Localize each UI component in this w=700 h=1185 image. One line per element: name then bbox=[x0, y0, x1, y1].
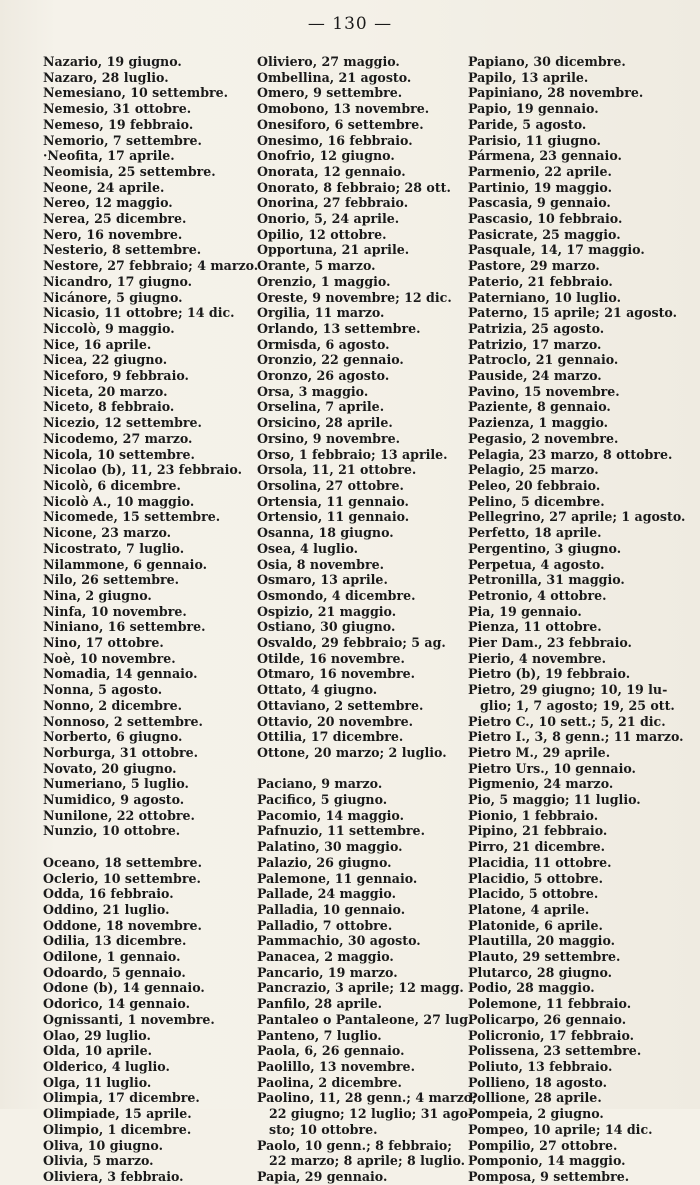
calendar-entry: Patroclo, 21 gennaio. bbox=[468, 352, 619, 368]
calendar-entry: Norberto, 6 giugno. bbox=[43, 729, 183, 745]
calendar-entry: Oronzio, 22 gennaio. bbox=[257, 352, 404, 368]
calendar-entry: Pantaleo o Pantaleone, 27 lug. bbox=[257, 1011, 473, 1027]
calendar-entry: Nonna, 5 agosto. bbox=[43, 682, 163, 698]
calendar-entry: Olimpio, 1 dicembre. bbox=[43, 1121, 192, 1137]
calendar-entry: Petronilla, 31 maggio. bbox=[468, 572, 625, 588]
calendar-entry: Peleo, 20 febbraio. bbox=[468, 477, 601, 493]
calendar-entry: sto; 10 ottobre. bbox=[269, 1121, 378, 1137]
calendar-entry: Palladia, 10 gennaio. bbox=[257, 901, 406, 917]
calendar-entry: Odorico, 14 gennaio. bbox=[43, 996, 190, 1012]
calendar-entry: Opportuna, 21 aprile. bbox=[257, 242, 410, 258]
calendar-entry: Orlando, 13 settembre. bbox=[257, 320, 421, 336]
calendar-entry: Orante, 5 marzo. bbox=[257, 258, 376, 274]
calendar-entry: Ottilia, 17 dicembre. bbox=[257, 729, 404, 745]
calendar-entry: Perfetto, 18 aprile. bbox=[468, 525, 602, 541]
calendar-entry: Pelagio, 25 marzo. bbox=[468, 462, 599, 478]
calendar-entry: Osea, 4 luglio. bbox=[257, 540, 359, 556]
calendar-entry: Panfilo, 28 aprile. bbox=[257, 996, 383, 1012]
calendar-entry: Numidico, 9 agosto. bbox=[43, 792, 185, 808]
calendar-entry: Paciano, 9 marzo. bbox=[257, 776, 383, 792]
calendar-entry: Pármena, 23 gennaio. bbox=[468, 148, 622, 164]
calendar-entry: Nazaro, 28 luglio. bbox=[43, 69, 169, 85]
calendar-entry: Nerea, 25 dicembre. bbox=[43, 211, 187, 227]
calendar-entry: Orgilia, 11 marzo. bbox=[257, 305, 385, 321]
calendar-entry: Odone (b), 14 gennaio. bbox=[43, 980, 205, 996]
calendar-entry: Pegasio, 2 novembre. bbox=[468, 430, 619, 446]
calendar-entry: Odda, 16 febbraio. bbox=[43, 886, 174, 902]
calendar-entry: Petronio, 4 ottobre. bbox=[468, 587, 607, 603]
calendar-entry: Ottone, 20 marzo; 2 luglio. bbox=[257, 744, 447, 760]
calendar-entry: Paterno, 15 aprile; 21 agosto. bbox=[468, 305, 677, 321]
calendar-entry: Orenzio, 1 maggio. bbox=[257, 273, 391, 289]
calendar-entry: Onorato, 8 febbraio; 28 ott. bbox=[257, 179, 451, 195]
calendar-entry: Pellegrino, 27 aprile; 1 agosto. bbox=[468, 509, 686, 525]
calendar-entry: Oclerio, 10 settembre. bbox=[43, 870, 201, 886]
calendar-entry: Niniano, 16 settembre. bbox=[43, 619, 206, 635]
calendar-entry: Ottavio, 20 novembre. bbox=[257, 713, 413, 729]
calendar-entry: Ninfa, 10 novembre. bbox=[43, 603, 187, 619]
calendar-entry: Pelino, 5 dicembre. bbox=[468, 493, 605, 509]
calendar-entry: Pietro C., 10 sett.; 5, 21 dic. bbox=[468, 713, 666, 729]
calendar-entry: Palladio, 7 ottobre. bbox=[257, 917, 393, 933]
calendar-entry: Onorio, 5, 24 aprile. bbox=[257, 211, 400, 227]
calendar-entry: Perpetua, 4 agosto. bbox=[468, 556, 605, 572]
calendar-entry: Paolina, 2 dicembre. bbox=[257, 1074, 402, 1090]
calendar-entry: Ostiano, 30 giugno. bbox=[257, 619, 396, 635]
calendar-entry: Pienza, 11 ottobre. bbox=[468, 619, 602, 635]
calendar-entry: Nestore, 27 febbraio; 4 marzo. bbox=[43, 258, 259, 274]
calendar-entry: Palazio, 26 giugno. bbox=[257, 854, 392, 870]
calendar-entry: Nomadia, 14 gennaio. bbox=[43, 666, 198, 682]
calendar-entry: Ottato, 4 giugno. bbox=[257, 682, 378, 698]
calendar-entry: Palatino, 30 maggio. bbox=[257, 839, 403, 855]
calendar-entry: Papia, 29 gennaio. bbox=[257, 1168, 388, 1184]
calendar-entry: Plauto, 29 settembre. bbox=[468, 949, 621, 965]
calendar-entry: Paziente, 8 gennaio. bbox=[468, 399, 611, 415]
calendar-entry: Niceforo, 9 febbraio. bbox=[43, 368, 189, 384]
calendar-entry: Olderico, 4 luglio. bbox=[43, 1058, 170, 1074]
calendar-entry: Numeriano, 5 luglio. bbox=[43, 776, 189, 792]
calendar-entry: Paterio, 21 febbraio. bbox=[468, 273, 613, 289]
calendar-entry: Nemesiano, 10 settembre. bbox=[43, 85, 229, 101]
calendar-entry: Pacifico, 5 giugno. bbox=[257, 792, 388, 808]
calendar-entry: ·Neofita, 17 aprile. bbox=[43, 148, 175, 164]
calendar-entry: Pallade, 24 maggio. bbox=[257, 886, 396, 902]
calendar-entry: Olimpiade, 15 aprile. bbox=[43, 1106, 192, 1122]
calendar-entry: Ombellina, 21 agosto. bbox=[257, 69, 412, 85]
calendar-entry: Omobono, 13 novembre. bbox=[257, 101, 430, 117]
calendar-entry: Pionio, 1 febbraio. bbox=[468, 807, 599, 823]
calendar-entry: Poliuto, 13 febbraio. bbox=[468, 1059, 613, 1074]
calendar-entry: Pacomio, 14 maggio. bbox=[257, 807, 404, 823]
calendar-entry: Osvaldo, 29 febbraio; 5 ag. bbox=[257, 635, 446, 651]
calendar-entry: Niceto, 8 febbraio. bbox=[43, 399, 175, 415]
calendar-entry: Pirro, 21 dicembre. bbox=[468, 839, 606, 855]
calendar-entry: Ortensio, 11 gennaio. bbox=[257, 509, 410, 525]
calendar-entry: Palemone, 11 gennaio. bbox=[257, 870, 418, 886]
calendar-entry: Olao, 29 luglio. bbox=[43, 1027, 151, 1043]
calendar-entry: Paolino, 11, 28 genn.; 4 marzo; bbox=[257, 1090, 477, 1106]
calendar-entry: Otmaro, 16 novembre. bbox=[257, 666, 416, 682]
calendar-entry: Niccolò, 9 maggio. bbox=[43, 320, 175, 336]
calendar-entry: Pauside, 24 marzo. bbox=[468, 368, 602, 384]
calendar-entry: Nonnoso, 2 settembre. bbox=[43, 713, 203, 729]
calendar-entry: Pompeia, 2 giugno. bbox=[468, 1106, 604, 1122]
calendar-entry: Papiano, 30 dicembre. bbox=[468, 54, 626, 69]
calendar-entry: Pietro Urs., 10 gennaio. bbox=[468, 760, 636, 776]
calendar-entry: Oreste, 9 novembre; 12 dic. bbox=[257, 289, 452, 305]
calendar-entry: Nicea, 22 giugno. bbox=[43, 352, 168, 368]
calendar-entry: Onesiforo, 6 settembre. bbox=[257, 116, 424, 132]
calendar-entry: Papio, 19 gennaio. bbox=[468, 101, 599, 117]
calendar-entry: Nazario, 19 giugno. bbox=[43, 54, 182, 69]
calendar-entry: Nicola, 10 settembre. bbox=[43, 446, 195, 462]
calendar-entry: Pipino, 21 febbraio. bbox=[468, 823, 608, 839]
calendar-entry: Pancrazio, 3 aprile; 12 magg. bbox=[257, 980, 464, 996]
calendar-entry: Pasquale, 14, 17 maggio. bbox=[468, 242, 645, 258]
calendar-entry: Orsolina, 27 ottobre. bbox=[257, 477, 404, 493]
calendar-entry: Nicomede, 15 settembre. bbox=[43, 509, 221, 525]
calendar-entry: Nicostrato, 7 luglio. bbox=[43, 540, 185, 556]
calendar-entry: Paterniano, 10 luglio. bbox=[468, 289, 621, 305]
calendar-entry: Onorina, 27 febbraio. bbox=[257, 195, 409, 211]
calendar-entry: Olimpia, 17 dicembre. bbox=[43, 1090, 200, 1106]
calendar-entry: Orsa, 3 maggio. bbox=[257, 383, 369, 399]
calendar-entry: Platone, 4 aprile. bbox=[468, 901, 590, 917]
calendar-entry: Osia, 8 novembre. bbox=[257, 556, 384, 572]
calendar-entry: Ottaviano, 2 settembre. bbox=[257, 697, 424, 713]
calendar-entry: Otilde, 16 novembre. bbox=[257, 650, 405, 666]
calendar-entry: Pietro, 29 giugno; 10, 19 lu- bbox=[468, 682, 668, 698]
calendar-entry: Osmaro, 13 aprile. bbox=[257, 572, 388, 588]
calendar-entry: Orselina, 7 aprile. bbox=[257, 399, 385, 415]
calendar-entry: Policarpo, 26 gennaio. bbox=[468, 1011, 627, 1027]
calendar-entry: Odilia, 13 dicembre. bbox=[43, 933, 187, 949]
calendar-entry: Pazienza, 1 maggio. bbox=[468, 415, 609, 431]
calendar-entry: Papiniano, 28 novembre. bbox=[468, 85, 644, 101]
calendar-entry: Nicandro, 17 giugno. bbox=[43, 273, 193, 289]
calendar-entry: Pio, 5 maggio; 11 luglio. bbox=[468, 792, 641, 808]
calendar-entry: Placidia, 11 ottobre. bbox=[468, 854, 612, 870]
calendar-entry: Paolo, 10 genn.; 8 febbraio; bbox=[257, 1137, 452, 1153]
calendar-entry: Nicodemo, 27 marzo. bbox=[43, 430, 193, 446]
calendar-entry: Policronio, 17 febbraio. bbox=[468, 1027, 635, 1043]
calendar-entry: Placidio, 5 ottobre. bbox=[468, 870, 604, 886]
calendar-entry: Ortensia, 11 gennaio. bbox=[257, 493, 409, 509]
calendar-entry: Nunilone, 22 ottobre. bbox=[43, 807, 195, 823]
section-gap bbox=[43, 839, 248, 855]
calendar-entry: Novato, 20 giugno. bbox=[43, 760, 177, 776]
calendar-entry: 22 marzo; 8 aprile; 8 luglio. bbox=[269, 1153, 466, 1169]
calendar-entry: Patrizio, 17 marzo. bbox=[468, 336, 602, 352]
column-right bbox=[468, 54, 698, 1185]
calendar-entry: Onorata, 12 gennaio. bbox=[257, 163, 406, 179]
calendar-entry: Nicánore, 5 giugno. bbox=[43, 289, 183, 305]
calendar-entry: Nesterio, 8 settembre. bbox=[43, 242, 202, 258]
calendar-entry: Neone, 24 aprile. bbox=[43, 179, 165, 195]
calendar-entry: Plutarco, 28 giugno. bbox=[468, 964, 613, 980]
calendar-entry: Olivia, 5 marzo. bbox=[43, 1153, 154, 1169]
calendar-entry: Pafnuzio, 11 settembre. bbox=[257, 823, 425, 839]
calendar-entry: Nino, 17 ottobre. bbox=[43, 635, 164, 651]
calendar-entry: Nilo, 26 settembre. bbox=[43, 572, 180, 588]
calendar-entry: Paola, 6, 26 gennaio. bbox=[257, 1043, 405, 1059]
calendar-entry: Olda, 10 aprile. bbox=[43, 1043, 152, 1059]
calendar-entry: Pergentino, 3 giugno. bbox=[468, 540, 622, 556]
calendar-entry: Pasicrate, 25 maggio. bbox=[468, 226, 621, 242]
calendar-entry: Oliva, 10 giugno. bbox=[43, 1137, 163, 1153]
calendar-entry: Opilio, 12 ottobre. bbox=[257, 226, 387, 242]
calendar-entry: Nicolò A., 10 maggio. bbox=[43, 493, 195, 509]
calendar-entry: Paolillo, 13 novembre. bbox=[257, 1058, 415, 1074]
calendar-entry: Odilone, 1 gennaio. bbox=[43, 949, 181, 965]
calendar-entry: Nemeso, 19 febbraio. bbox=[43, 116, 194, 132]
calendar-entry: Nina, 2 giugno. bbox=[43, 587, 152, 603]
calendar-entry: Pascasia, 9 gennaio. bbox=[468, 195, 611, 211]
calendar-entry: Nicolò, 6 dicembre. bbox=[43, 477, 181, 493]
calendar-entry: 22 giugno; 12 luglio; 31 ago- bbox=[269, 1106, 474, 1122]
calendar-entry: Orsola, 11, 21 ottobre. bbox=[257, 462, 417, 478]
calendar-entry: Plautilla, 20 maggio. bbox=[468, 933, 616, 949]
calendar-entry: Onofrio, 12 giugno. bbox=[257, 148, 395, 164]
calendar-entry: Nicezio, 12 settembre. bbox=[43, 415, 202, 431]
calendar-entry: Pia, 19 gennaio. bbox=[468, 603, 582, 619]
calendar-entry: Nilammone, 6 gennaio. bbox=[43, 556, 208, 572]
calendar-entry: Panteno, 7 luglio. bbox=[257, 1027, 382, 1043]
column-middle bbox=[257, 54, 477, 1185]
calendar-entry: Oronzo, 26 agosto. bbox=[257, 368, 390, 384]
calendar-entry: Paride, 5 agosto. bbox=[468, 116, 587, 132]
calendar-entry: Nereo, 12 maggio. bbox=[43, 195, 173, 211]
calendar-entry: Pomposa, 9 settembre. bbox=[468, 1168, 630, 1184]
calendar-entry: Nonno, 2 dicembre. bbox=[43, 697, 182, 713]
calendar-entry: Pomponio, 14 maggio. bbox=[468, 1153, 626, 1169]
calendar-entry: Platonide, 6 aprile. bbox=[468, 917, 603, 933]
calendar-entry: Nicasio, 11 ottobre; 14 dic. bbox=[43, 305, 235, 321]
calendar-entry: Pavino, 15 novembre. bbox=[468, 383, 620, 399]
page-number: — 130 — bbox=[307, 14, 393, 34]
calendar-entry: Pompilio, 27 ottobre. bbox=[468, 1137, 618, 1153]
calendar-entry: Pollione, 28 aprile. bbox=[468, 1090, 602, 1106]
calendar-entry: Omero, 9 settembre. bbox=[257, 85, 403, 101]
calendar-entry: Pompeo, 10 aprile; 14 dic. bbox=[468, 1121, 653, 1137]
calendar-entry: Pietro (b), 19 febbraio. bbox=[468, 666, 631, 682]
calendar-entry: Nice, 16 aprile. bbox=[43, 336, 152, 352]
calendar-entry: Nunzio, 10 ottobre. bbox=[43, 823, 181, 839]
calendar-entry: Nicone, 23 marzo. bbox=[43, 525, 172, 541]
calendar-entry: Patrizia, 25 agosto. bbox=[468, 320, 605, 336]
calendar-entry: Placido, 5 ottobre. bbox=[468, 886, 599, 902]
calendar-entry: Oddone, 18 novembre. bbox=[43, 917, 202, 933]
calendar-entry: Podio, 28 maggio. bbox=[468, 980, 595, 996]
calendar-entry: Pietro M., 29 aprile. bbox=[468, 744, 611, 760]
calendar-entry: Pancario, 19 marzo. bbox=[257, 964, 398, 980]
calendar-entry: Nemorio, 7 settembre. bbox=[43, 132, 202, 148]
calendar-entry: Orsicino, 28 aprile. bbox=[257, 415, 393, 431]
calendar-entry: Oliviera, 3 febbraio. bbox=[43, 1168, 184, 1184]
calendar-entry: Oliviero, 27 maggio. bbox=[257, 54, 400, 69]
calendar-entry: Panacea, 2 maggio. bbox=[257, 949, 394, 965]
calendar-entry: Pierio, 4 novembre. bbox=[468, 650, 607, 666]
calendar-entry: Nemesio, 31 ottobre. bbox=[43, 101, 192, 117]
calendar-entry: Ognissanti, 1 novembre. bbox=[43, 1011, 215, 1027]
calendar-entry: Onesimo, 16 febbraio. bbox=[257, 132, 413, 148]
calendar-entry: Pelagia, 23 marzo, 8 ottobre. bbox=[468, 446, 673, 462]
calendar-entry: Noè, 10 novembre. bbox=[43, 650, 176, 666]
calendar-entry: Nero, 16 novembre. bbox=[43, 226, 183, 242]
calendar-entry: Neomisia, 25 settembre. bbox=[43, 163, 216, 179]
calendar-entry: Pigmenio, 24 marzo. bbox=[468, 776, 614, 792]
calendar-entry: Pastore, 29 marzo. bbox=[468, 258, 600, 274]
column-left bbox=[43, 54, 259, 1185]
calendar-entry: Polissena, 23 settembre. bbox=[468, 1043, 642, 1059]
calendar-entry: Papilo, 13 aprile. bbox=[468, 69, 589, 85]
calendar-entry: Ormisda, 6 agosto. bbox=[257, 336, 390, 352]
calendar-entry: Olga, 11 luglio. bbox=[43, 1074, 152, 1090]
calendar-entry: Parmenio, 22 aprile. bbox=[468, 163, 612, 179]
calendar-entry: Partinio, 19 maggio. bbox=[468, 179, 612, 195]
calendar-entry: Oceano, 18 settembre. bbox=[43, 854, 202, 870]
calendar-entry: Parisio, 11 giugno. bbox=[468, 132, 601, 148]
calendar-entry: Orso, 1 febbraio; 13 aprile. bbox=[257, 446, 448, 462]
calendar-entry: Pascasio, 10 febbraio. bbox=[468, 211, 623, 227]
section-gap bbox=[257, 761, 472, 777]
calendar-entry: Pollieno, 18 agosto. bbox=[468, 1074, 607, 1090]
calendar-entry: Nicolao (b), 11, 23 febbraio. bbox=[43, 462, 242, 478]
calendar-entry: Osanna, 18 giugno. bbox=[257, 525, 394, 541]
calendar-entry: Polemone, 11 febbraio. bbox=[468, 996, 632, 1012]
calendar-entry: Pietro I., 3, 8 genn.; 11 marzo. bbox=[468, 729, 684, 745]
calendar-entry: Pammachio, 30 agosto. bbox=[257, 933, 421, 949]
calendar-entry: Odoardo, 5 gennaio. bbox=[43, 964, 186, 980]
calendar-entry: Orsino, 9 novembre. bbox=[257, 430, 401, 446]
calendar-entry: Oddino, 21 luglio. bbox=[43, 901, 170, 917]
calendar-entry: glio; 1, 7 agosto; 19, 25 ott. bbox=[480, 697, 675, 713]
calendar-entry: Pier Dam., 23 febbraio. bbox=[468, 635, 632, 651]
calendar-entry: Norburga, 31 ottobre. bbox=[43, 744, 199, 760]
calendar-entry: Osmondo, 4 dicembre. bbox=[257, 587, 416, 603]
calendar-entry: Ospizio, 21 maggio. bbox=[257, 603, 397, 619]
calendar-entry: Niceta, 20 marzo. bbox=[43, 383, 168, 399]
